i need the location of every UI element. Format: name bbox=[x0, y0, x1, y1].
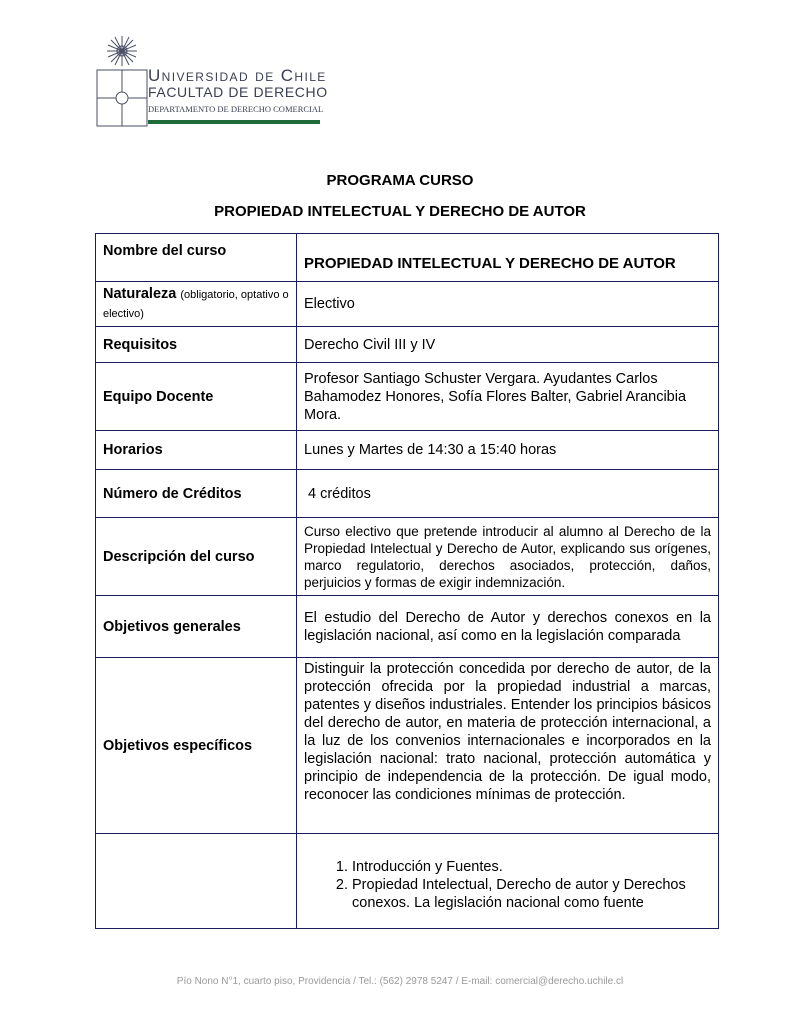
table-row bbox=[96, 431, 719, 470]
row-label: Descripción del curso bbox=[96, 518, 297, 596]
table-row bbox=[96, 234, 719, 282]
table-row bbox=[96, 518, 719, 596]
faculty-name: FACULTAD DE DERECHO bbox=[148, 84, 328, 100]
course-title: PROPIEDAD INTELECTUAL Y DERECHO DE AUTOR bbox=[214, 203, 586, 220]
row-label: Horarios bbox=[96, 431, 297, 470]
row-value: PROPIEDAD INTELECTUAL Y DERECHO DE AUTOR bbox=[297, 234, 719, 282]
row-value: Profesor Santiago Schuster Vergara. Ayudantes Carlos Bahamodez Honores, Sofía Flores Balter, Gabriel Arancibia Mora. bbox=[297, 363, 719, 431]
row-label: Equipo Docente bbox=[96, 363, 297, 431]
university-logo bbox=[92, 34, 352, 129]
contents-list bbox=[304, 858, 711, 912]
row-label: Objetivos generales bbox=[96, 596, 297, 658]
row-value: Derecho Civil III y IV bbox=[297, 327, 719, 363]
row-value: Curso electivo que pretende introducir al alumno al Derecho de la Propiedad Intelectual y Derecho de Autor, explicando sus orígenes, marco regulatorio, derechos asociados, protección, daños, perjuicios y formas de exigir indemnización. bbox=[297, 518, 719, 596]
table-row bbox=[96, 834, 719, 929]
table-row bbox=[96, 596, 719, 658]
list-item: 1. Introducción y Fuentes. bbox=[352, 858, 711, 876]
table-row bbox=[96, 470, 719, 518]
coat-of-arms-icon bbox=[92, 34, 152, 129]
row-label: Número de Créditos bbox=[96, 470, 297, 518]
table-row bbox=[96, 658, 719, 834]
green-divider bbox=[148, 120, 320, 124]
row-label bbox=[96, 282, 297, 327]
row-value: Lunes y Martes de 14:30 a 15:40 horas bbox=[297, 431, 719, 470]
row-label: Nombre del curso bbox=[96, 234, 297, 282]
table-row bbox=[96, 327, 719, 363]
row-value: Electivo bbox=[297, 282, 719, 327]
table-row bbox=[96, 363, 719, 431]
department-name: DEPARTAMENTO DE DERECHO COMERCIAL bbox=[148, 104, 324, 114]
course-table bbox=[95, 233, 719, 929]
row-value: 4 créditos bbox=[297, 470, 719, 518]
row-value: Distinguir la protección concedida por derecho de autor, de la protección ofrecida por la propiedad industrial a marcas, patentes y diseños industriales. Entender los principios básicos del derecho de autor, en materia de protección internacional, a la luz de los convenios internacionales e incorporados en la legislación nacional: trato nacional, protección automática y principio de independencia de la protección. De igual modo, reconocer las condiciones mínimas de protección. bbox=[297, 658, 719, 834]
label-note: (obligatorio, optativo o electivo) bbox=[103, 289, 289, 320]
row-label: Requisitos bbox=[96, 327, 297, 363]
row-label: Objetivos específicos bbox=[96, 658, 297, 834]
contents-cell bbox=[297, 834, 719, 929]
university-name: Universidad de Chile bbox=[148, 66, 327, 85]
table-row bbox=[96, 282, 719, 327]
list-item: 2. Propiedad Intelectual, Derecho de autor y Derechos conexos. La legislación nacional como fuente bbox=[352, 876, 711, 912]
document-title: PROGRAMA CURSO bbox=[326, 172, 474, 189]
footer-address: Pío Nono N°1, cuarto piso, Providencia / Tel.: (562) 2978 5247 / E-mail: comercial@derecho.uchile.cl bbox=[176, 976, 624, 987]
row-label bbox=[96, 834, 297, 929]
label-text: Naturaleza bbox=[103, 286, 177, 302]
row-value: El estudio del Derecho de Autor y derechos conexos en la legislación nacional, así como en la legislación comparada bbox=[297, 596, 719, 658]
